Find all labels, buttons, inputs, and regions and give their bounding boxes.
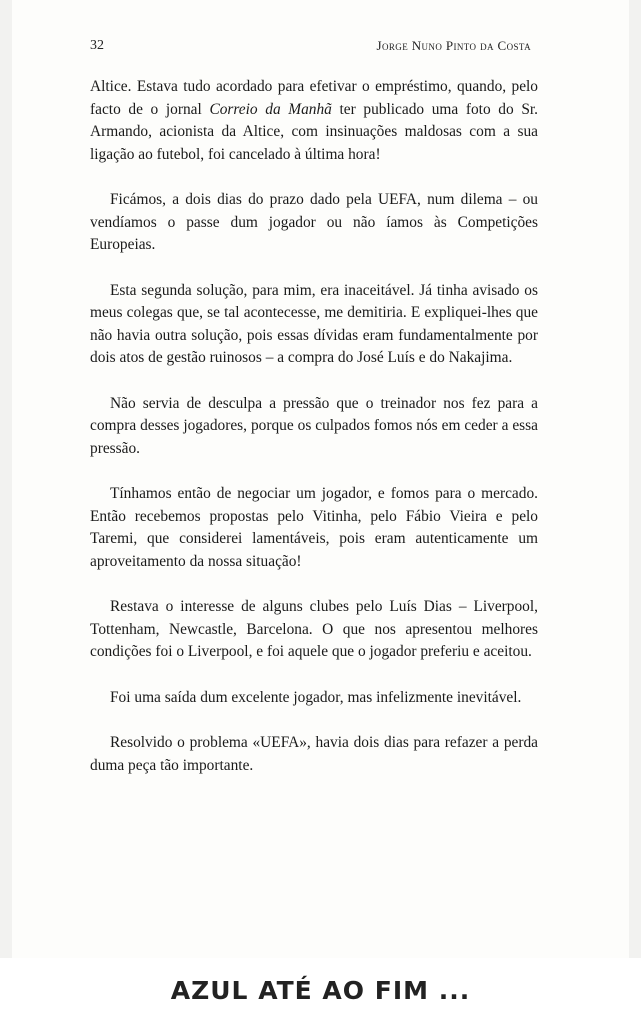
caption-text: AZUL ATÉ AO FIM ... (170, 976, 471, 1005)
paragraph (90, 732, 538, 777)
paragraph (90, 596, 538, 664)
paragraph (90, 393, 538, 461)
running-title: Jorge Nuno Pinto da Costa (376, 38, 531, 53)
paragraph (90, 483, 538, 573)
paragraph-text: Ficámos, a dois dias do prazo dado pela UEFA, num dilema – ou vendíamos o passe dum jogador ou não íamos às Competições Europeias. (90, 191, 538, 253)
paragraph (90, 189, 538, 257)
page-number: 32 (90, 38, 104, 53)
paragraph (90, 76, 538, 166)
paragraph-text: Não servia de desculpa a pressão que o treinador nos fez para a compra desses jogadores, porque os culpados fomos nós em ceder a essa pressão. (90, 394, 538, 457)
book-page (12, 0, 629, 958)
running-head (12, 38, 629, 56)
paragraph-text: Restava o interesse de alguns clubes pelo Luís Dias – Liverpool, Tottenham, Newcastle, Barcelona. O que nos apresentou melhores condições foi o Liverpool, e foi aquele que o jogador preferiu e aceitou. (90, 598, 538, 660)
paragraph-text: Foi uma saída dum excelente jogador, mas infelizmente inevitável. (110, 688, 522, 706)
body-text (90, 76, 538, 800)
paragraph-text: Resolvido o problema «UEFA», havia dois dias para refazer a perda duma peça tão importante. (90, 734, 538, 774)
caption-bar (0, 958, 641, 1024)
paragraph-text: ter publicado uma foto do Sr. Armando, acionista da Altice, com insinuações maldosas com a sua ligação ao futebol, foi cancelado à última hora! (90, 100, 539, 163)
paragraph (90, 687, 538, 710)
paragraph-text: Esta segunda solução, para mim, era inaceitável. Já tinha avisado os meus colegas que, se tal acontecesse, me demitiria. E expliquei-lhes que não havia outra solução, pois essas dívidas eram fundamentalmente por dois atos de gestão ruinosos – a compra do José Luís e do Nakajima. (90, 281, 538, 366)
paragraph-text: Tínhamos então de negociar um jogador, e fomos para o mercado. Então recebemos propostas pelo Vitinha, pelo Fábio Vieira e pelo Taremi, que considerei lamentáveis, pois eram autenticamente um aproveitamento da nossa situação! (90, 485, 538, 570)
paragraph (90, 280, 538, 370)
newspaper-title: Correio da Manhã (209, 100, 332, 118)
paragraph-text: Altice. Estava tudo acordado para efetivar o empréstimo, quando, pelo facto de o jornal (90, 78, 538, 118)
